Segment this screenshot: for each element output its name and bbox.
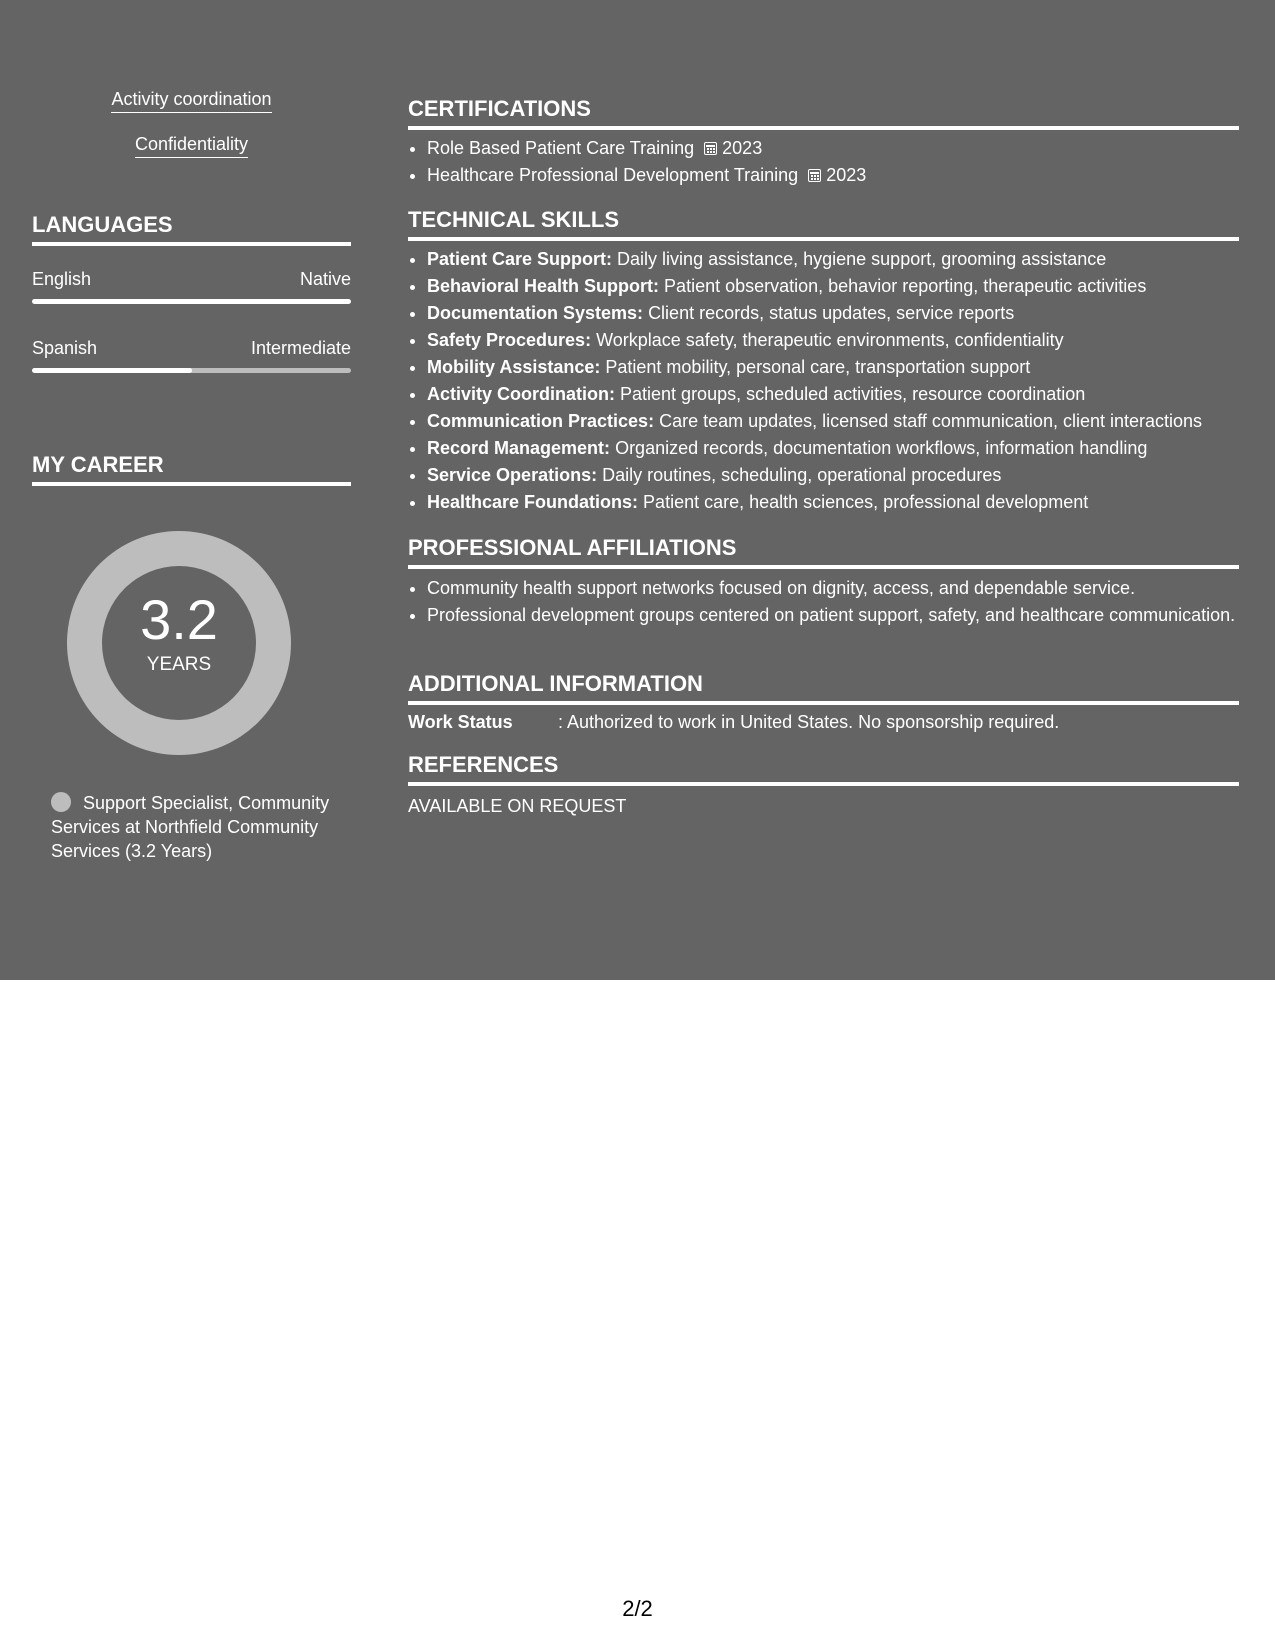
- skill-text: Patient care, health sciences, professional development: [643, 492, 1089, 512]
- language-spanish: [32, 337, 351, 373]
- language-proficiency-fill: [32, 368, 192, 373]
- work-status-value: : Authorized to work in United States. No sponsorship required.: [558, 712, 1060, 732]
- technical-skills-heading: TECHNICAL SKILLS: [408, 207, 1239, 241]
- skill-link-confidentiality[interactable]: Confidentiality: [32, 133, 351, 158]
- language-name: Spanish: [32, 338, 98, 358]
- skill-text: Client records, status updates, service reports: [648, 303, 1015, 323]
- career-entry: [51, 791, 331, 863]
- skill-text: Patient observation, behavior reporting, therapeutic activities: [664, 276, 1147, 296]
- certification-year: 2023: [722, 138, 763, 158]
- skill-label: Healthcare Foundations:: [427, 492, 639, 512]
- skill-item: [427, 435, 1258, 462]
- skill-item: [427, 489, 1258, 516]
- career-years-value: 3.2: [140, 588, 218, 651]
- certifications-heading: CERTIFICATIONS: [408, 96, 1239, 130]
- skill-item: [427, 273, 1258, 300]
- skill-item: [427, 381, 1258, 408]
- skill-text: Patient mobility, personal care, transportation support: [605, 357, 1031, 377]
- skill-item: [427, 327, 1258, 354]
- work-status: [408, 710, 1059, 734]
- certification-item: [427, 135, 1258, 162]
- additional-info-heading: ADDITIONAL INFORMATION: [408, 671, 1239, 705]
- skill-item: [427, 354, 1258, 381]
- calendar-icon: [704, 142, 717, 155]
- skill-label: Service Operations:: [427, 465, 598, 485]
- certification-item: [427, 162, 1258, 189]
- affiliation-item: • Community health support networks focused on dignity, access, and dependable service.: [427, 576, 1258, 600]
- career-years-unit: YEARS: [146, 654, 212, 675]
- skill-item: [427, 300, 1258, 327]
- work-status-label: Work Status: [408, 712, 513, 732]
- skill-label: Safety Procedures:: [427, 330, 592, 350]
- skill-item: [427, 408, 1258, 435]
- affiliations-list: [408, 576, 1258, 630]
- languages-heading: LANGUAGES: [32, 212, 351, 246]
- career-donut-chart: [67, 531, 291, 755]
- skill-text: Patient groups, scheduled activities, resource coordination: [620, 384, 1086, 404]
- language-english: [32, 268, 351, 304]
- skill-text: Organized records, documentation workflows, information handling: [615, 438, 1148, 458]
- language-level: Intermediate: [250, 338, 351, 358]
- language-proficiency-bar: [32, 368, 351, 373]
- calendar-icon: [808, 169, 821, 182]
- skill-text: Daily living assistance, hygiene support, grooming assistance: [617, 249, 1107, 269]
- career-entry-text: Support Specialist, Community Services at Northfield Community Services (3.2 Years): [51, 793, 330, 861]
- language-proficiency-fill: [32, 299, 351, 304]
- skill-label: Activity Coordination:: [427, 384, 615, 404]
- skill-text: Care team updates, licensed staff communication, client interactions: [659, 411, 1203, 431]
- affiliation-item: • Professional development groups centered on patient support, safety, and healthcare communication.: [427, 603, 1258, 627]
- skill-label: Documentation Systems:: [427, 303, 644, 323]
- language-level: Native: [299, 269, 351, 289]
- skill-label: Communication Practices:: [427, 411, 655, 431]
- references-heading: REFERENCES: [408, 752, 1239, 786]
- skill-item: [427, 462, 1258, 489]
- career-donut-center: [102, 566, 256, 720]
- certification-name: Role Based Patient Care Training: [427, 138, 695, 158]
- technical-skills-list: [408, 246, 1258, 516]
- page-number: 2/2: [622, 1596, 653, 1621]
- language-proficiency-bar: [32, 299, 351, 304]
- affiliations-heading: PROFESSIONAL AFFILIATIONS: [408, 535, 1239, 569]
- skill-label: Record Management:: [427, 438, 611, 458]
- skill-link-activity-coordination[interactable]: Activity coordination: [32, 88, 351, 113]
- references-text: AVAILABLE ON REQUEST: [408, 796, 627, 816]
- certifications-list: [408, 135, 1258, 189]
- skill-label: Behavioral Health Support:: [427, 276, 660, 296]
- career-legend-dot: [51, 792, 71, 812]
- certification-name: Healthcare Professional Development Training: [427, 165, 799, 185]
- career-heading: MY CAREER: [32, 452, 351, 486]
- skill-label: Mobility Assistance:: [427, 357, 601, 377]
- skill-item: [427, 246, 1258, 273]
- skill-label: Patient Care Support:: [427, 249, 613, 269]
- certification-year: 2023: [826, 165, 867, 185]
- language-name: English: [32, 269, 92, 289]
- skill-text: Daily routines, scheduling, operational procedures: [602, 465, 1002, 485]
- skill-text: Workplace safety, therapeutic environments, confidentiality: [596, 330, 1064, 350]
